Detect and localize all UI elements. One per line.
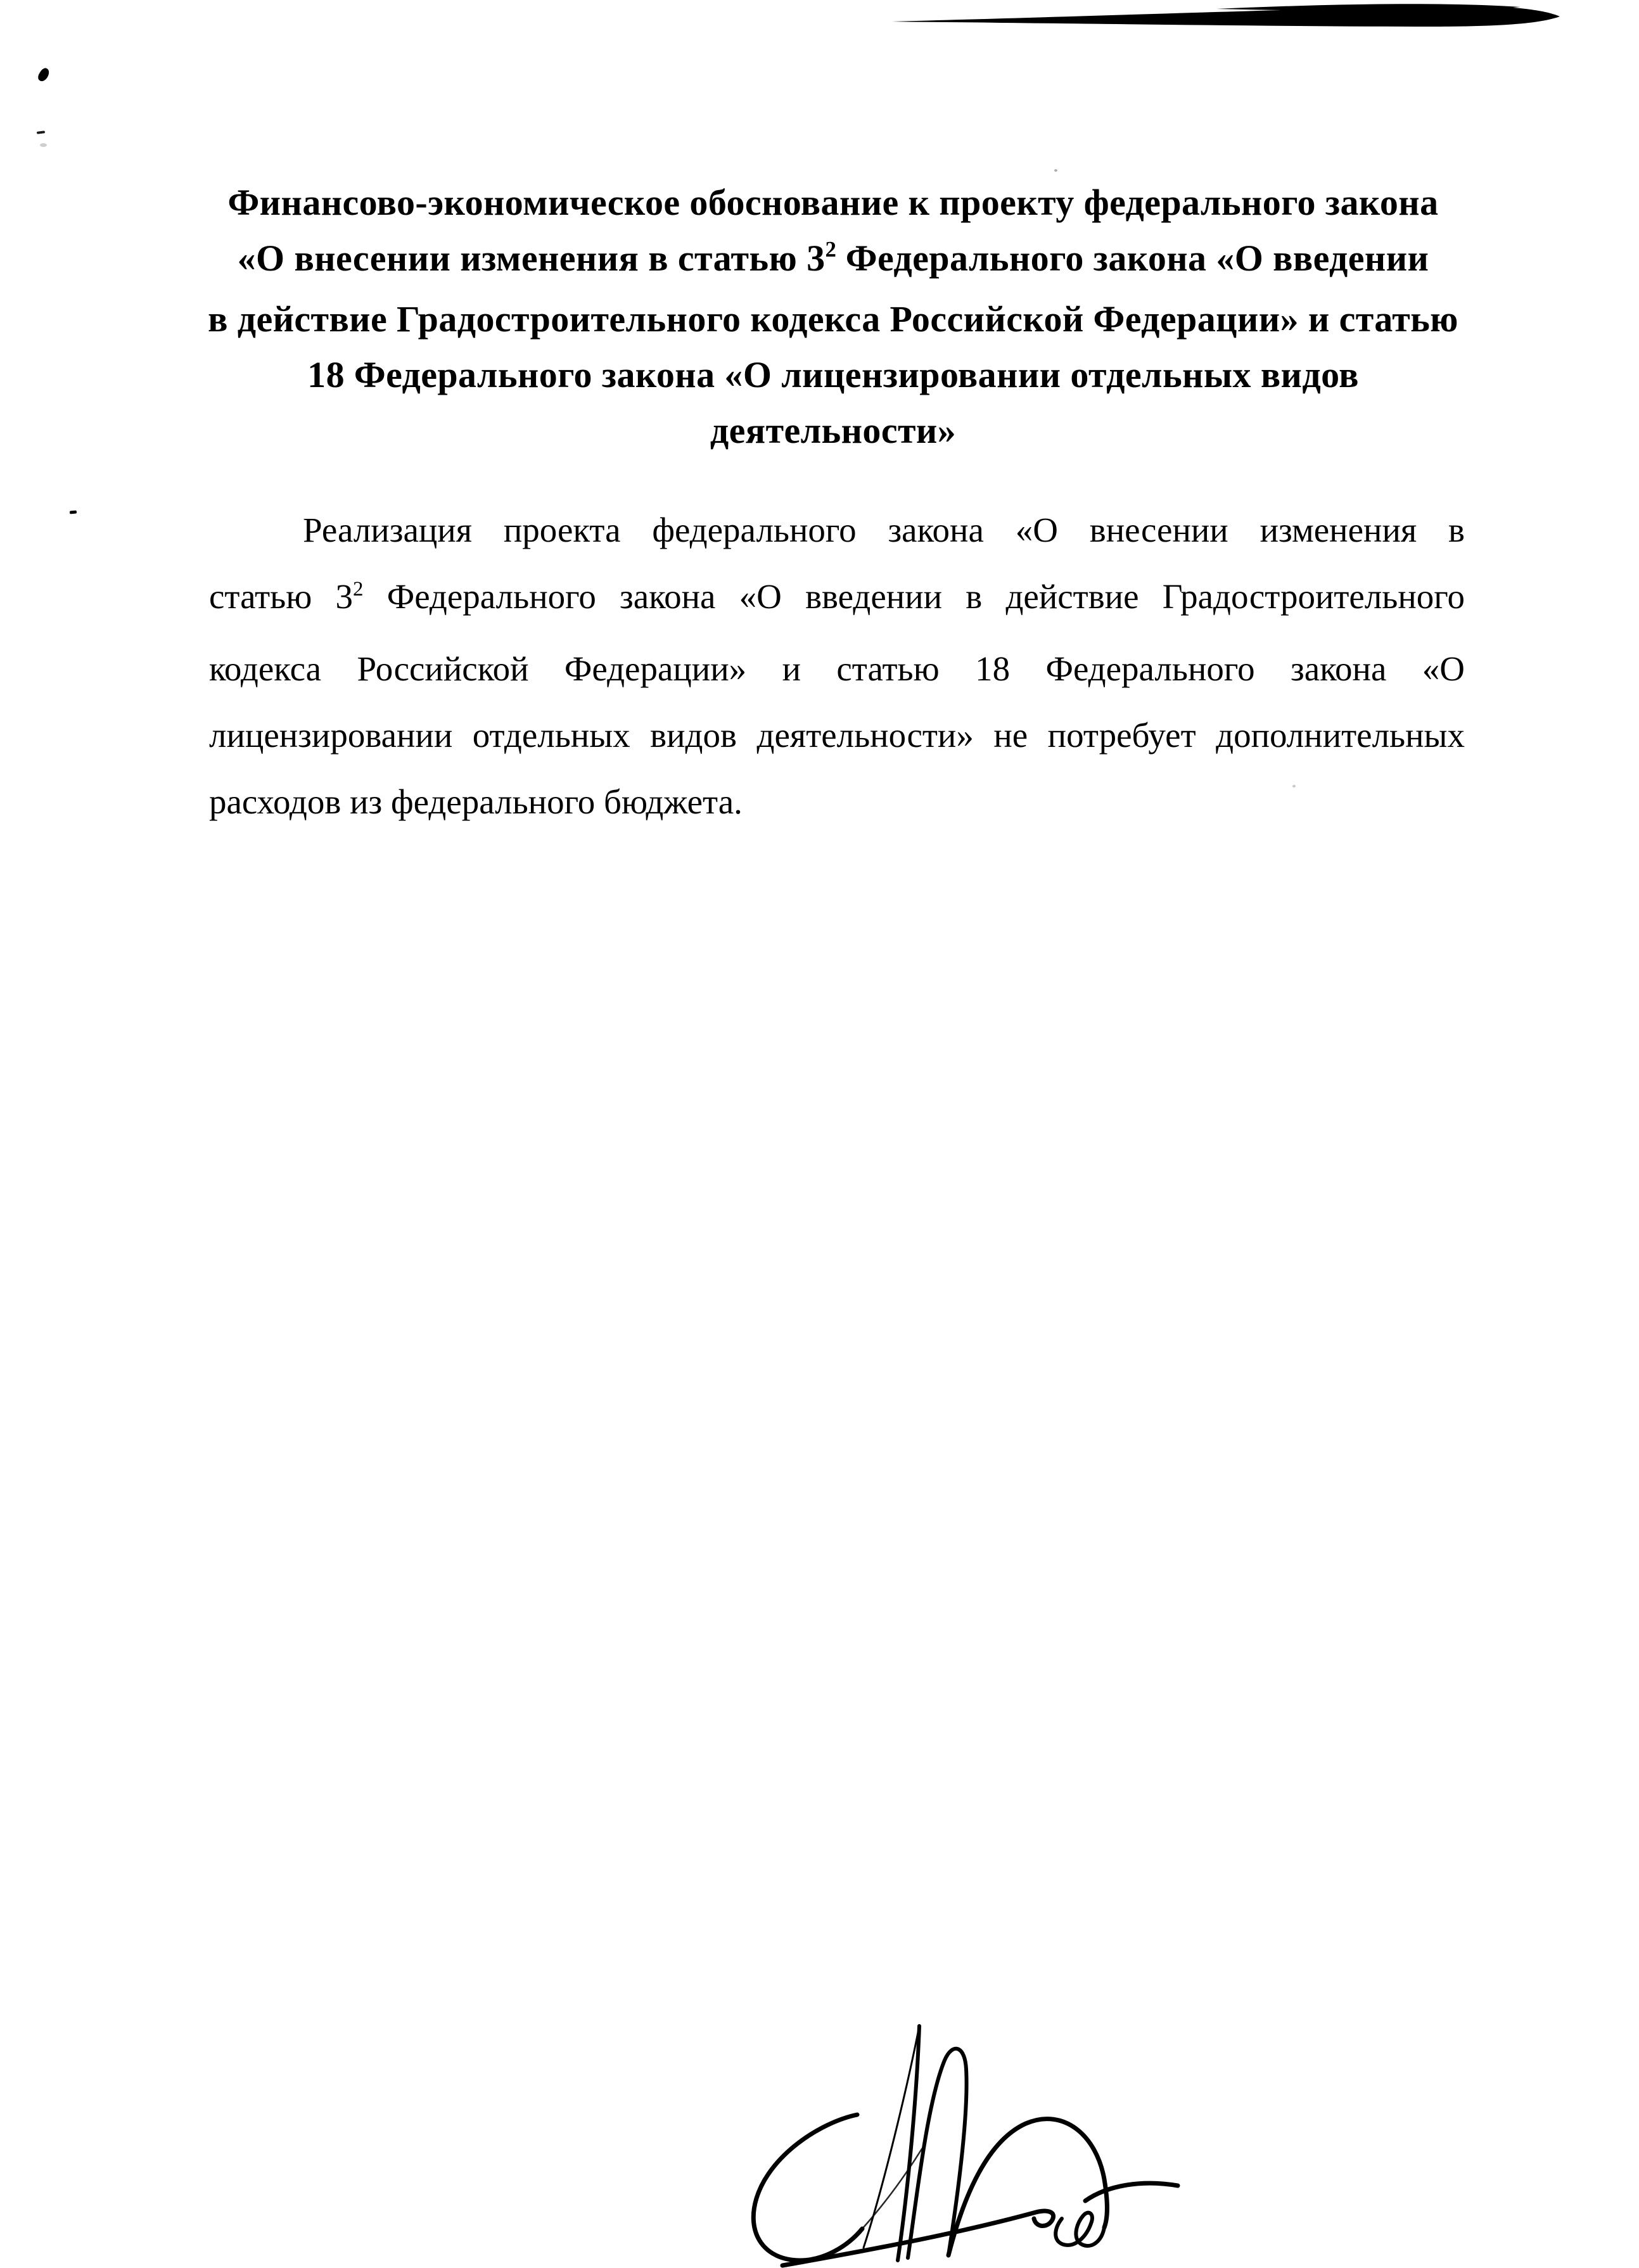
- title-line: [203, 231, 1464, 291]
- text-segment: Реализация проекта федерального закона «О внесении изменения в: [303, 511, 1465, 549]
- document-title: [203, 175, 1464, 459]
- text-segment: деятельности»: [710, 410, 957, 451]
- scan-streak-artifact: [887, 0, 1571, 33]
- ink-dash-mark: [37, 131, 45, 134]
- text-segment: 18 Федерального закона «О лицензировании отдельных видов: [307, 354, 1359, 395]
- ink-blob-mark: [36, 67, 51, 83]
- title-line: [203, 403, 1464, 459]
- paragraph-line: [209, 497, 1465, 563]
- text-segment: Финансово-экономическое обоснование к проекту федерального закона: [227, 182, 1439, 223]
- superscript-text: 2: [353, 577, 364, 601]
- ink-dash-mark-2: [70, 511, 77, 514]
- signature-dash-stroke: [1085, 2183, 1178, 2201]
- text-segment: расходов из федерального бюджета.: [209, 782, 743, 821]
- text-segment: лицензировании отдельных видов деятельности» не потребует дополнительных: [209, 716, 1465, 755]
- text-segment: «О внесении изменения в статью 3: [237, 238, 826, 279]
- signature: [694, 1989, 1201, 2268]
- signature-underline-stroke: [782, 2211, 1054, 2265]
- paragraph-line: [209, 563, 1465, 635]
- text-segment: Федерального закона «О введении в действие Градостроительного: [363, 577, 1465, 616]
- text-segment: Федерального закона «О введении: [836, 238, 1429, 279]
- signature-downstroke: [898, 2026, 919, 2260]
- paragraph-line: [209, 702, 1465, 768]
- paragraph-line: [209, 768, 1465, 835]
- text-segment: статью 3: [209, 577, 354, 616]
- signature-small-loops: [1055, 2213, 1104, 2246]
- paragraph-line: [209, 635, 1465, 702]
- signature-oval-stroke: [753, 2115, 862, 2260]
- ink-smudge-mark: [40, 143, 47, 147]
- title-line: [203, 175, 1464, 231]
- scan-fleck: [1054, 169, 1057, 172]
- title-line: [203, 347, 1464, 403]
- superscript-text: 2: [825, 237, 836, 262]
- text-segment: в действие Градостроительного кодекса Российской Федерации» и статью: [208, 298, 1458, 340]
- title-line: [203, 291, 1464, 347]
- text-segment: кодекса Российской Федерации» и статью 18 Федерального закона «О: [209, 649, 1465, 688]
- document-body-paragraph: [209, 497, 1465, 835]
